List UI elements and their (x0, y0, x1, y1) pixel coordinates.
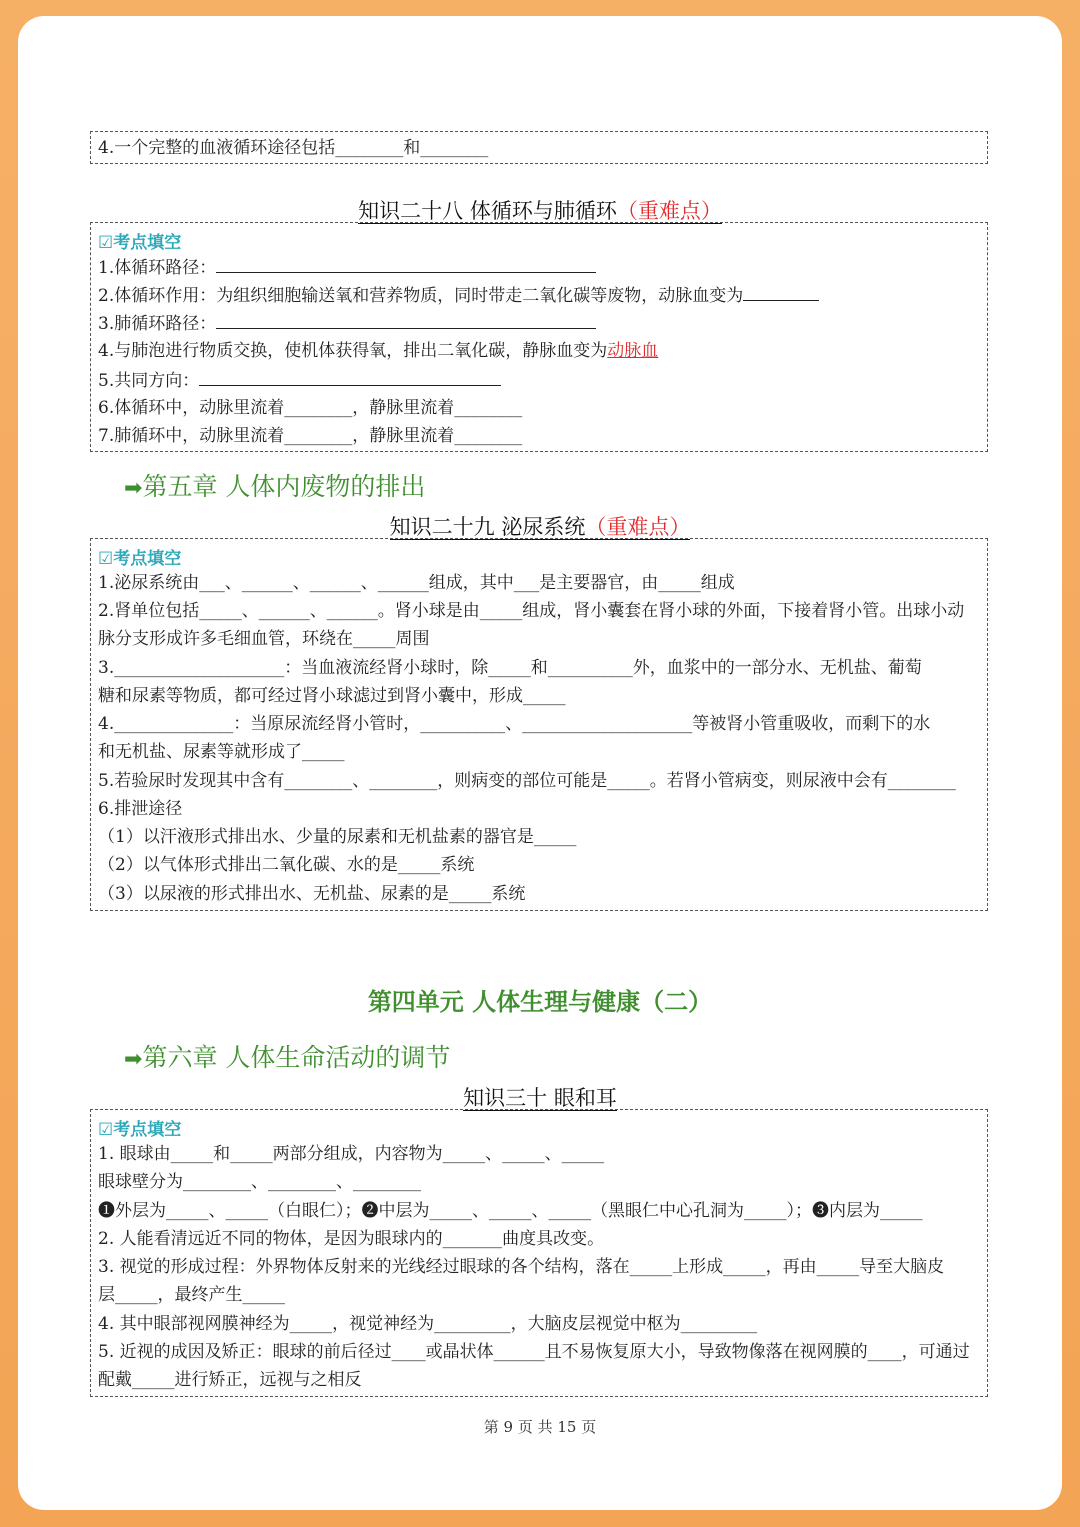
question-line: 1. 眼球由_____和_____两部分组成，内容物为_____、_____、_____ (98, 1144, 605, 1164)
question-line: 2.体循环作用：为组织细胞输送氧和营养物质，同时带走二氧化碳等废物，动脉血变为 (98, 284, 819, 307)
question-line: 层_____，最终产生_____ (98, 1285, 285, 1305)
arrow-icon: ➡ (124, 1047, 143, 1072)
question-line: 7.肺循环中，动脉里流着________，静脉里流着________ (98, 426, 523, 446)
question-line: （2）以气体形式排出二氧化碳、水的是_____系统 (98, 855, 475, 875)
question-line: 4. 其中眼部视网膜神经为_____，视觉神经为_________，大脑皮层视觉中枢为_________ (98, 1314, 758, 1334)
answer-text: 动脉血 (607, 341, 659, 361)
question-line: 糖和尿素等物质，都可经过肾小球滤过到肾小囊中，形成_____ (98, 686, 566, 706)
question-line: 2. 人能看清远近不同的物体，是因为眼球内的_______曲度具改变。 (98, 1229, 605, 1249)
section-heading-k28 (0, 195, 1080, 225)
question-line: 1.体循环路径： (98, 256, 596, 279)
question-line: 3. 视觉的形成过程：外界物体反射来的光线经过眼球的各个结构，落在_____上形成_____，再由_____导至大脑皮 (98, 1257, 945, 1277)
question-line: 6.体循环中，动脉里流着________，静脉里流着________ (98, 398, 523, 418)
section-title: 知识二十九 泌尿系统（重难点） (389, 515, 691, 539)
question-line: 配戴_____进行矫正，远视与之相反 (98, 1370, 362, 1390)
question-line: 2.肾单位包括_____、______、______。肾小球是由_____组成，肾小囊套在肾小球的外面，下接着肾小管。出球小动 (98, 601, 965, 621)
question-line: 3.肺循环路径： (98, 312, 596, 335)
question-line: （3）以尿液的形式排出水、无机盐、尿素的是_____系统 (98, 884, 526, 904)
question-line: 5.共同方向： (98, 369, 501, 392)
question-line: （1）以汗液形式排出水、少量的尿素和无机盐素的器官是_____ (98, 827, 577, 847)
question-line: 脉分支形成许多毛细血管，环绕在_____周围 (98, 629, 430, 649)
fill-blank-tag: ☑考点填空 (98, 549, 182, 569)
page-number: 第 9 页 共 15 页 (483, 1418, 597, 1436)
question-line: 和无机盐、尿素等就形成了_____ (98, 742, 345, 762)
question-line: 4.一个完整的血液循环途径包括________和________ (98, 138, 489, 158)
question-line: 5.若验尿时发现其中含有________、________，则病变的部位可能是_____。若肾小管病变，则尿液中会有________ (98, 771, 956, 791)
question-line: 3.____________________：当血液流经肾小球时，除_____和__________外，血浆中的一部分水、无机盐、葡萄 (98, 658, 922, 678)
question-line: 6.排泄途径 (98, 799, 183, 819)
unit-heading: 第四单元 人体生理与健康（二） (367, 988, 713, 1016)
question-line: 5. 近视的成因及矫正：眼球的前后径过____或晶状体______且不易恢复原大小，导致物像落在视网膜的____，可通过 (98, 1342, 970, 1362)
section-title: 知识三十 眼和耳 (463, 1086, 617, 1110)
fill-blank-tag: ☑考点填空 (98, 233, 182, 253)
question-line: 1.泌尿系统由___、______、______、______组成，其中___是主要器官，由_____组成 (98, 573, 735, 593)
section-title: 知识二十八 体循环与肺循环（重难点） (358, 199, 722, 223)
chapter-heading-6: ➡第六章 人体生命活动的调节 (124, 1043, 451, 1072)
section-heading-k29 (0, 511, 1080, 541)
arrow-icon: ➡ (124, 476, 143, 501)
question-line: 4.与肺泡进行物质交换，使机体获得氧，排出二氧化碳，静脉血变为动脉血 (98, 341, 659, 361)
chapter-heading-5: ➡第五章 人体内废物的排出 (124, 472, 426, 501)
question-line: 眼球壁分为________、________、________ (98, 1172, 421, 1192)
question-line: ❶外层为_____、_____（白眼仁）；❷中层为_____、_____、_____（黑眼仁中心孔洞为_____）；❸内层为_____ (98, 1201, 923, 1221)
question-line: 4.______________：当原尿流经肾小管时，__________、____________________等被肾小管重吸收，而剩下的水 (98, 714, 931, 734)
section-heading-k30 (0, 1082, 1080, 1112)
fill-blank-tag: ☑考点填空 (98, 1120, 182, 1140)
